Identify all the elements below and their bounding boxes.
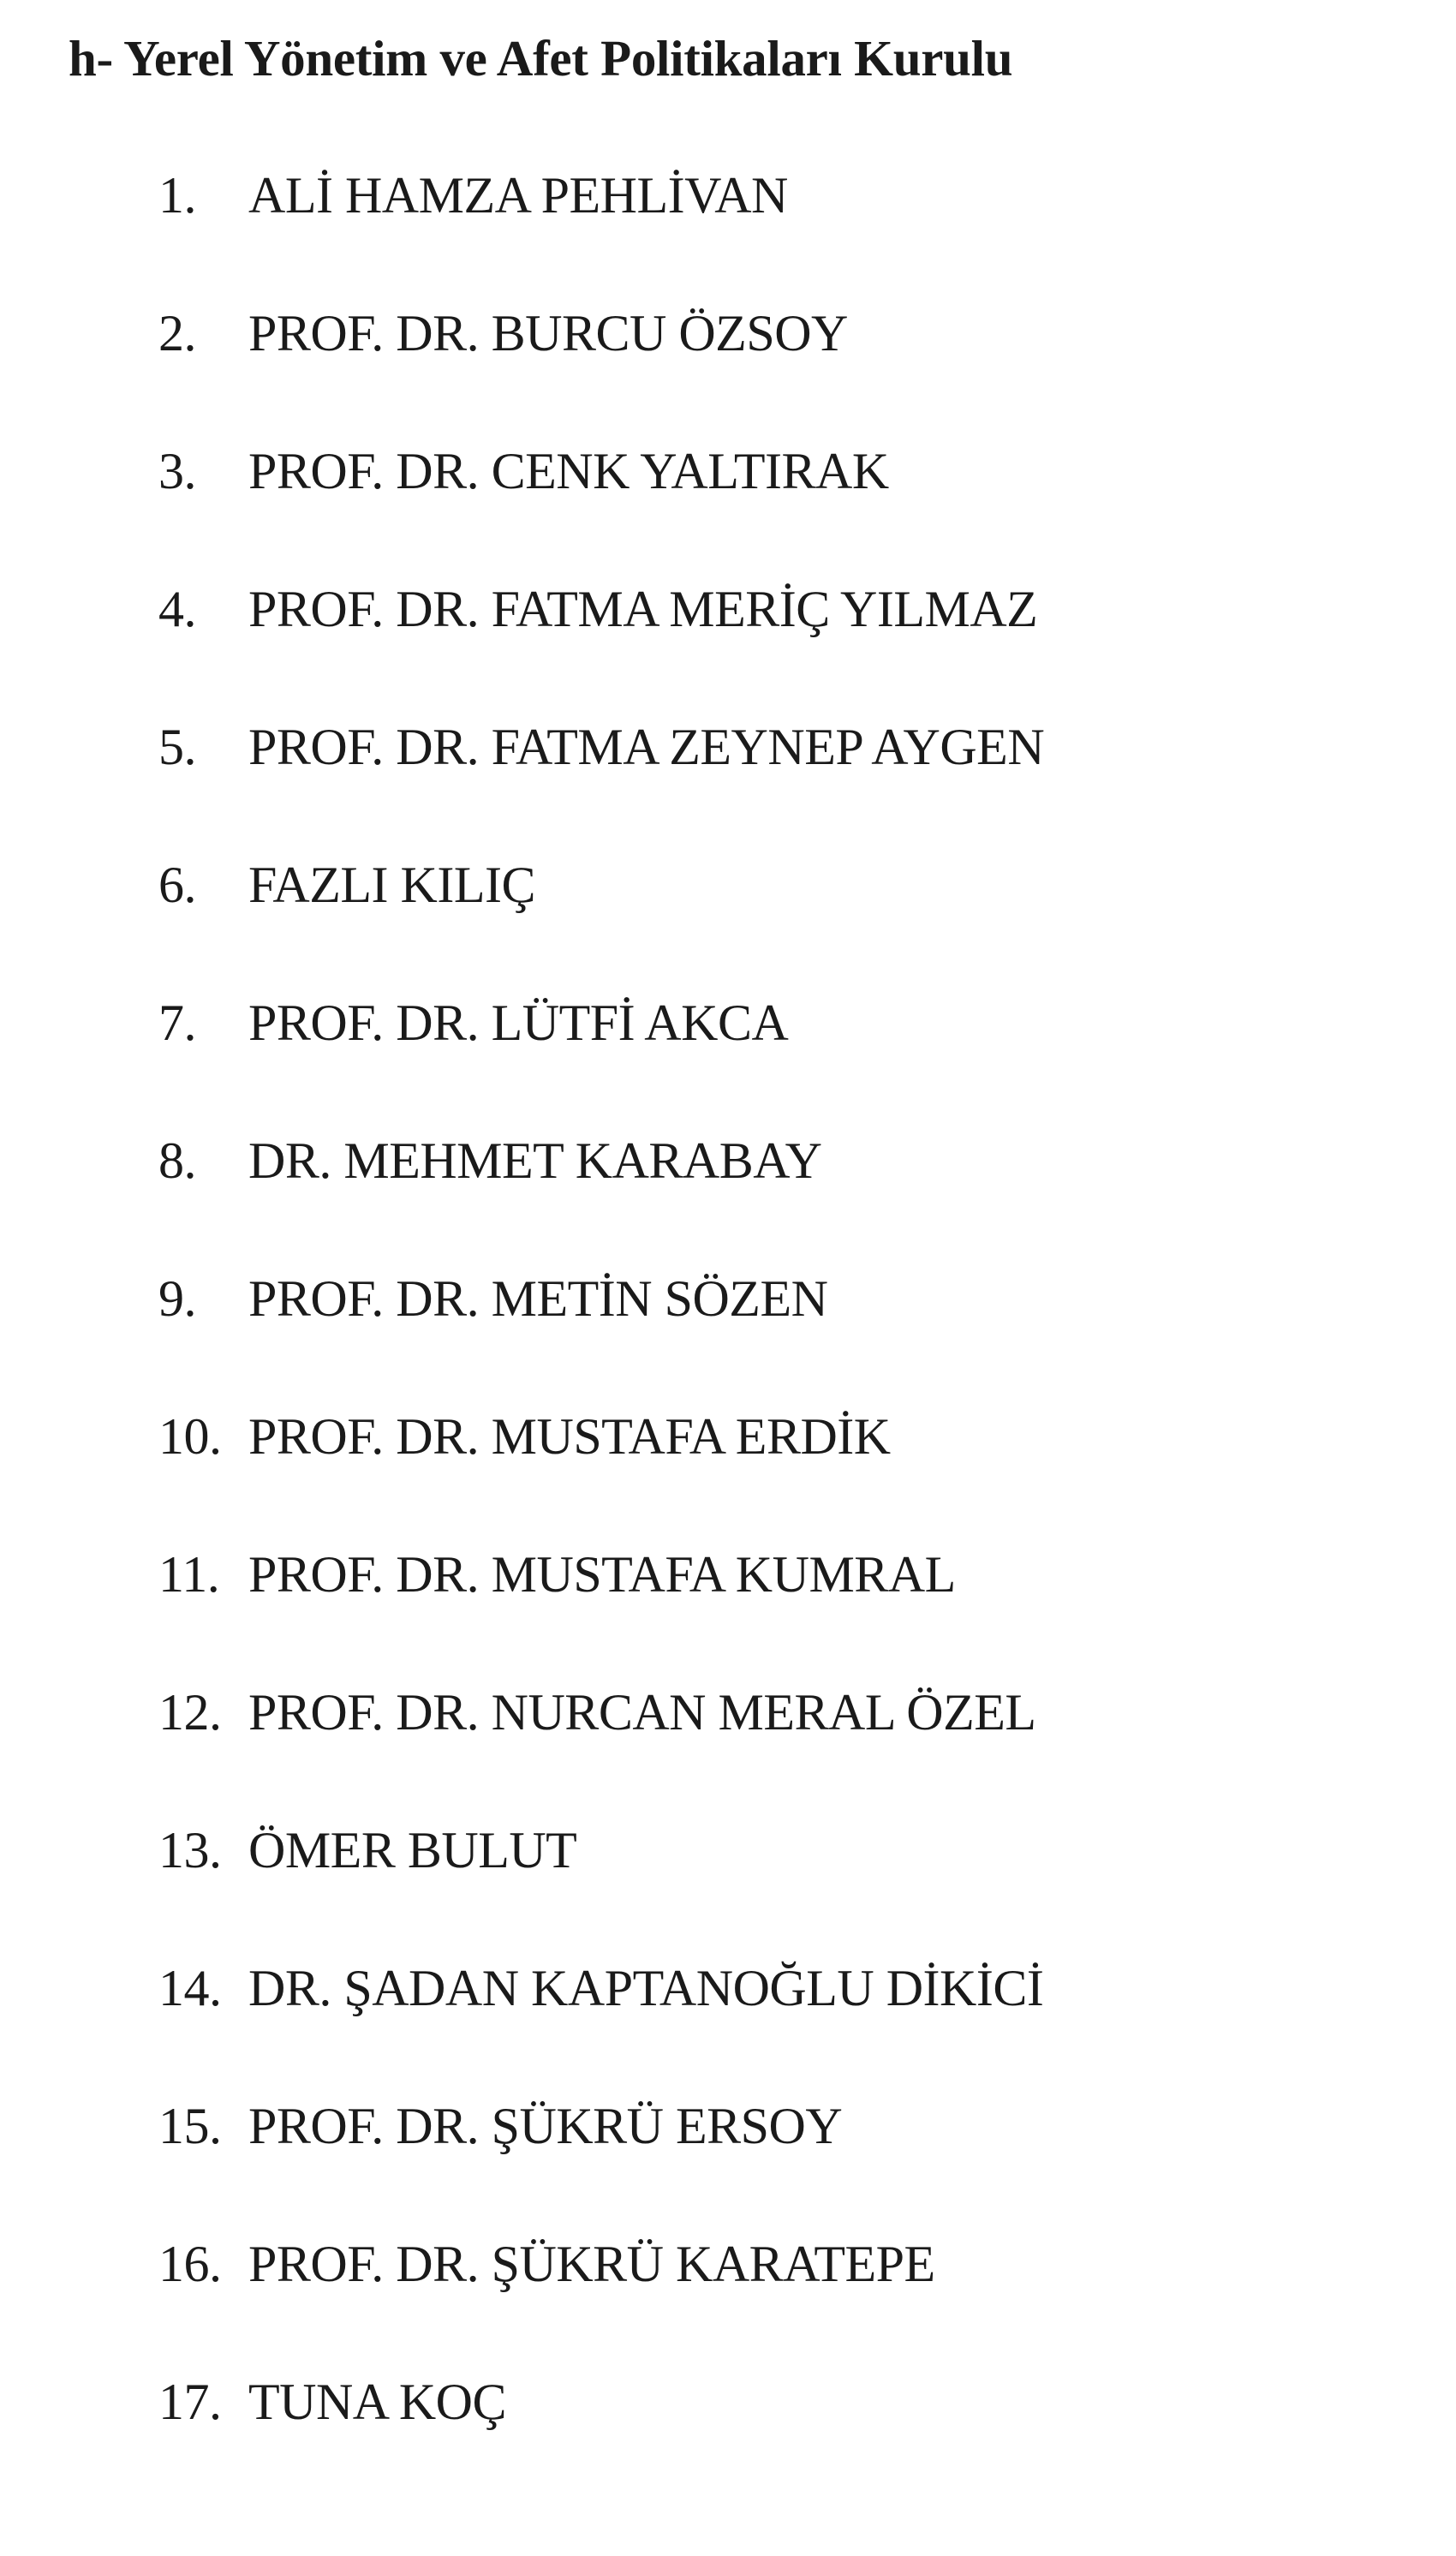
item-number: 5. xyxy=(158,719,196,775)
member-name: PROF. DR. CENK YALTIRAK xyxy=(248,443,889,499)
member-name: PROF. DR. ŞÜKRÜ ERSOY xyxy=(248,2098,843,2154)
list-item xyxy=(158,1956,1044,2093)
item-number: 11. xyxy=(158,1546,220,1603)
member-name: ÖMER BULUT xyxy=(248,1822,577,1878)
list-item xyxy=(158,2231,1044,2369)
list-item xyxy=(158,2093,1044,2231)
member-name: PROF. DR. LÜTFİ AKCA xyxy=(248,994,789,1051)
list-item xyxy=(158,714,1044,852)
item-number: 10. xyxy=(158,1408,222,1465)
list-item xyxy=(158,301,1044,439)
item-number: 3. xyxy=(158,443,196,499)
member-name: PROF. DR. MUSTAFA ERDİK xyxy=(248,1408,891,1465)
list-item xyxy=(158,2369,1044,2507)
list-item xyxy=(158,1266,1044,1404)
item-number: 15. xyxy=(158,2098,222,2154)
item-number: 9. xyxy=(158,1270,196,1327)
list-item xyxy=(158,1680,1044,1818)
item-number: 12. xyxy=(158,1684,222,1741)
member-name: PROF. DR. NURCAN MERAL ÖZEL xyxy=(248,1684,1036,1741)
member-name: DR. MEHMET KARABAY xyxy=(248,1132,822,1189)
member-name: PROF. DR. FATMA MERİÇ YILMAZ xyxy=(248,581,1038,637)
member-name: PROF. DR. MUSTAFA KUMRAL xyxy=(248,1546,956,1603)
member-list xyxy=(158,163,1044,2507)
item-number: 13. xyxy=(158,1822,222,1878)
list-item xyxy=(158,439,1044,576)
member-name: DR. ŞADAN KAPTANOĞLU DİKİCİ xyxy=(248,1960,1044,2016)
list-item xyxy=(158,1818,1044,1956)
item-number: 1. xyxy=(158,167,196,224)
item-number: 14. xyxy=(158,1960,222,2016)
list-item xyxy=(158,1404,1044,1542)
member-name: PROF. DR. FATMA ZEYNEP AYGEN xyxy=(248,719,1045,775)
list-item xyxy=(158,990,1044,1128)
list-item xyxy=(158,852,1044,990)
item-number: 2. xyxy=(158,305,196,361)
item-number: 7. xyxy=(158,994,196,1051)
item-number: 16. xyxy=(158,2236,222,2292)
list-item xyxy=(158,576,1044,714)
item-number: 4. xyxy=(158,581,196,637)
item-number: 17. xyxy=(158,2374,222,2430)
member-name: PROF. DR. METİN SÖZEN xyxy=(248,1270,828,1327)
list-item xyxy=(158,1542,1044,1680)
member-name: PROF. DR. ŞÜKRÜ KARATEPE xyxy=(248,2236,935,2292)
section-heading: h- Yerel Yönetim ve Afet Politikaları Kurulu xyxy=(69,30,1013,87)
list-item xyxy=(158,1128,1044,1266)
list-item xyxy=(158,163,1044,301)
member-name: PROF. DR. BURCU ÖZSOY xyxy=(248,305,848,361)
member-name: FAZLI KILIÇ xyxy=(248,857,535,913)
member-name: TUNA KOÇ xyxy=(248,2374,507,2430)
member-name: ALİ HAMZA PEHLİVAN xyxy=(248,167,788,224)
item-number: 8. xyxy=(158,1132,196,1189)
item-number: 6. xyxy=(158,857,196,913)
